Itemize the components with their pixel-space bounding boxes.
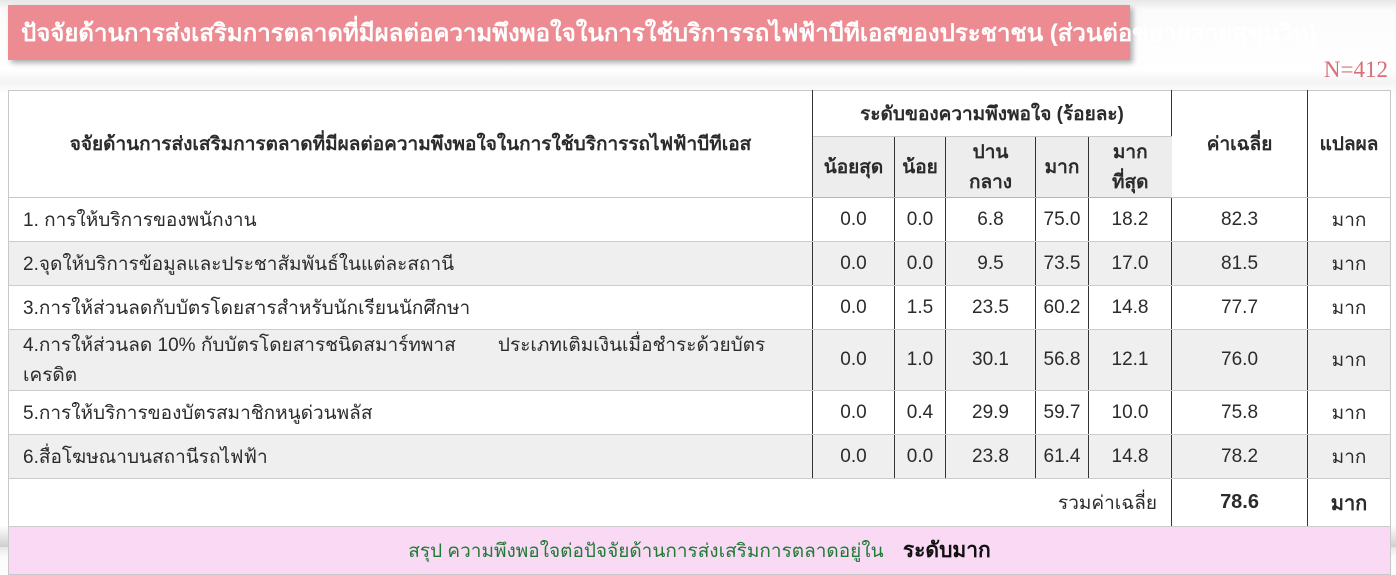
- value-average: 81.5: [1172, 242, 1308, 286]
- value-most: 14.8: [1089, 286, 1172, 330]
- summary-row: [9, 527, 1391, 575]
- total-row: [9, 479, 1391, 527]
- total-interpretation: มาก: [1308, 479, 1391, 527]
- summary-level: ระดับมาก: [902, 539, 991, 562]
- table-row: [9, 391, 1391, 435]
- value-average: 78.2: [1172, 435, 1308, 479]
- factor-label: 4.การให้ส่วนลด 10% กับบัตรโดยสารชนิดสมาร์ทพาส ประเภทเติมเงินเมื่อชำระด้วยบัตรเครดิต: [9, 330, 813, 391]
- value-most: 18.2: [1089, 198, 1172, 242]
- column-header-average: ค่าเฉลี่ย: [1172, 91, 1308, 198]
- factor-label: 1. การให้บริการของพนักงาน: [9, 198, 813, 242]
- column-header-moderate: ปานกลาง: [946, 137, 1036, 198]
- value-little: 0.0: [895, 198, 946, 242]
- table-row: [9, 242, 1391, 286]
- value-interpretation: มาก: [1308, 198, 1391, 242]
- column-header-satisfaction-level-group: ระดับของความพึงพอใจ (ร้อยละ): [813, 91, 1172, 137]
- value-interpretation: มาก: [1308, 286, 1391, 330]
- value-moderate: 9.5: [946, 242, 1036, 286]
- title-banner: [8, 5, 1317, 60]
- value-little: 0.0: [895, 242, 946, 286]
- value-little: 1.0: [895, 330, 946, 391]
- factor-label: 3.การให้ส่วนลดกับบัตรโดยสารสำหรับนักเรียนนักศึกษา: [9, 286, 813, 330]
- value-little: 0.4: [895, 391, 946, 435]
- value-least: 0.0: [813, 198, 895, 242]
- value-much: 60.2: [1036, 286, 1089, 330]
- factor-label: 2.จุดให้บริการข้อมูลและประชาสัมพันธ์ในแต่ละสถานี: [9, 242, 813, 286]
- value-average: 75.8: [1172, 391, 1308, 435]
- value-most: 14.8: [1089, 435, 1172, 479]
- header-group-row: [9, 91, 1391, 137]
- total-label: รวมค่าเฉลี่ย: [9, 479, 1172, 527]
- value-interpretation: มาก: [1308, 242, 1391, 286]
- page-title: ปัจจัยด้านการส่งเสริมการตลาดที่มีผลต่อความพึงพอใจในการใช้บริการรถไฟฟ้าบีทีเอสของประชาชน (ส่วนต่อขยายสายสุขุมวิท): [21, 20, 1317, 47]
- value-much: 75.0: [1036, 198, 1089, 242]
- column-header-factor: จจัยด้านการส่งเสริมการตลาดที่มีผลต่อความพึงพอใจในการใช้บริการรถไฟฟ้าบีทีเอส: [9, 91, 813, 198]
- value-most: 12.1: [1089, 330, 1172, 391]
- value-moderate: 6.8: [946, 198, 1036, 242]
- value-little: 0.0: [895, 435, 946, 479]
- column-header-most: มากที่สุด: [1089, 137, 1172, 198]
- value-least: 0.0: [813, 242, 895, 286]
- column-header-much: มาก: [1036, 137, 1089, 198]
- value-average: 82.3: [1172, 198, 1308, 242]
- column-header-little: น้อย: [895, 137, 946, 198]
- column-header-least: น้อยสุด: [813, 137, 895, 198]
- satisfaction-table: [8, 90, 1391, 575]
- value-least: 0.0: [813, 330, 895, 391]
- column-header-interpretation: แปลผล: [1308, 91, 1391, 198]
- table-header: [9, 91, 1391, 198]
- value-moderate: 23.5: [946, 286, 1036, 330]
- value-average: 76.0: [1172, 330, 1308, 391]
- value-moderate: 23.8: [946, 435, 1036, 479]
- factor-label: 6.สื่อโฆษณาบนสถานีรถไฟฟ้า: [9, 435, 813, 479]
- sample-size-label: N=412: [1323, 57, 1388, 82]
- value-moderate: 29.9: [946, 391, 1036, 435]
- value-moderate: 30.1: [946, 330, 1036, 391]
- table-row: [9, 198, 1391, 242]
- value-interpretation: มาก: [1308, 330, 1391, 391]
- table-row: [9, 286, 1391, 330]
- table-row: [9, 435, 1391, 479]
- factor-label: 5.การให้บริการของบัตรสมาชิกหนูด่วนพลัส: [9, 391, 813, 435]
- value-most: 10.0: [1089, 391, 1172, 435]
- value-average: 77.7: [1172, 286, 1308, 330]
- total-average: 78.6: [1172, 479, 1308, 527]
- value-much: 59.7: [1036, 391, 1089, 435]
- value-interpretation: มาก: [1308, 391, 1391, 435]
- value-least: 0.0: [813, 391, 895, 435]
- value-interpretation: มาก: [1308, 435, 1391, 479]
- value-most: 17.0: [1089, 242, 1172, 286]
- value-little: 1.5: [895, 286, 946, 330]
- summary-cell: [9, 527, 1391, 575]
- value-least: 0.0: [813, 286, 895, 330]
- table-row: [9, 330, 1391, 391]
- value-least: 0.0: [813, 435, 895, 479]
- value-much: 56.8: [1036, 330, 1089, 391]
- value-much: 61.4: [1036, 435, 1089, 479]
- summary-text: สรุป ความพึงพอใจต่อปัจจัยด้านการส่งเสริมการตลาดอยู่ใน: [408, 541, 884, 562]
- value-much: 73.5: [1036, 242, 1089, 286]
- table-body: [9, 198, 1391, 575]
